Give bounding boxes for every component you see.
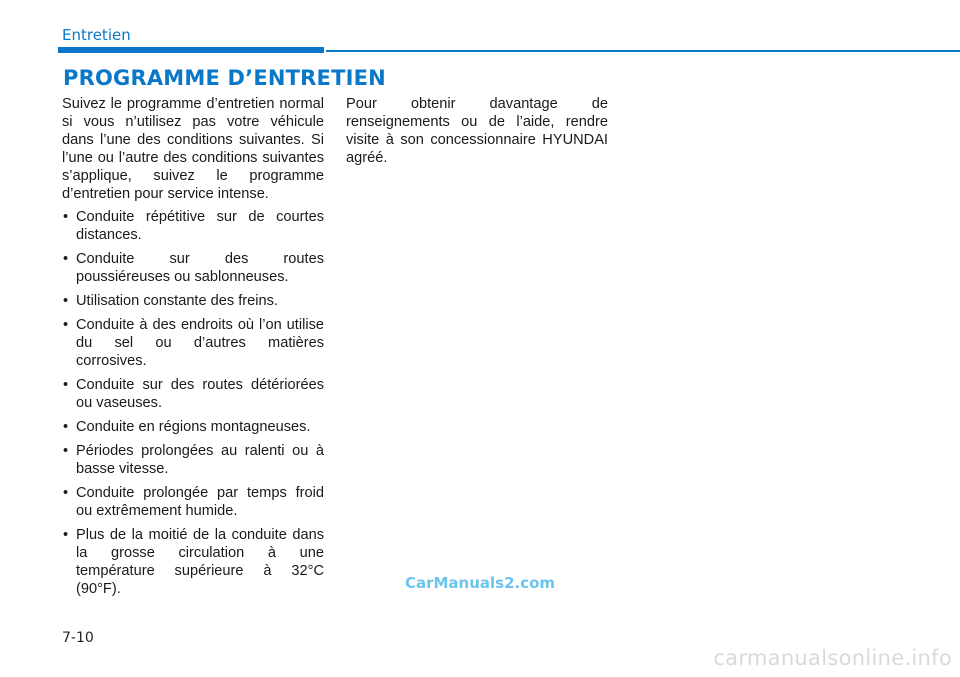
watermark-carmanuals2[interactable]: CarManuals2.com	[404, 574, 556, 592]
section-label: Entretien	[62, 26, 131, 44]
page-title: PROGRAMME D’ENTRETIEN	[63, 66, 386, 90]
dealer-paragraph: Pour obtenir davantage de renseignements ou de l’aide, rendre visite à son concessionnaire HYUNDAI agréé.	[346, 96, 608, 166]
list-item: • Conduite répétitive sur de courtes distances.	[62, 208, 324, 244]
right-column	[346, 95, 608, 172]
list-item: • Périodes prolongées au ralenti ou à basse vitesse.	[62, 442, 324, 478]
conditions-list	[62, 208, 324, 598]
list-item: • Utilisation constante des freins.	[62, 292, 324, 310]
list-item: • Conduite à des endroits où l’on utilise du sel ou d’autres matières corrosives.	[62, 316, 324, 370]
list-item: • Conduite prolongée par temps froid ou extrêmement humide.	[62, 484, 324, 520]
intro-paragraph: Suivez le programme d’entretien normal si vous n’utilisez pas votre véhicule dans l’une des conditions suivantes. Si l’une ou l’autre des conditions suivantes s’applique, suivez le programme d’entretien pour service intense.	[62, 96, 324, 202]
list-item: • Conduite sur des routes poussiéreuses ou sablonneuses.	[62, 250, 324, 286]
header-rule-thick	[58, 47, 324, 53]
watermark-carmanualsonline[interactable]: carmanualsonline.info	[713, 646, 952, 670]
list-item: • Conduite en régions montagneuses.	[62, 418, 324, 436]
left-column	[62, 95, 324, 604]
list-item: • Conduite sur des routes détériorées ou vaseuses.	[62, 376, 324, 412]
list-item: • Plus de la moitié de la conduite dans la grosse circulation à une température supérieure à 32°C (90°F).	[62, 526, 324, 598]
header-rule-thin	[326, 50, 960, 52]
page-number: 7-10	[62, 630, 94, 646]
